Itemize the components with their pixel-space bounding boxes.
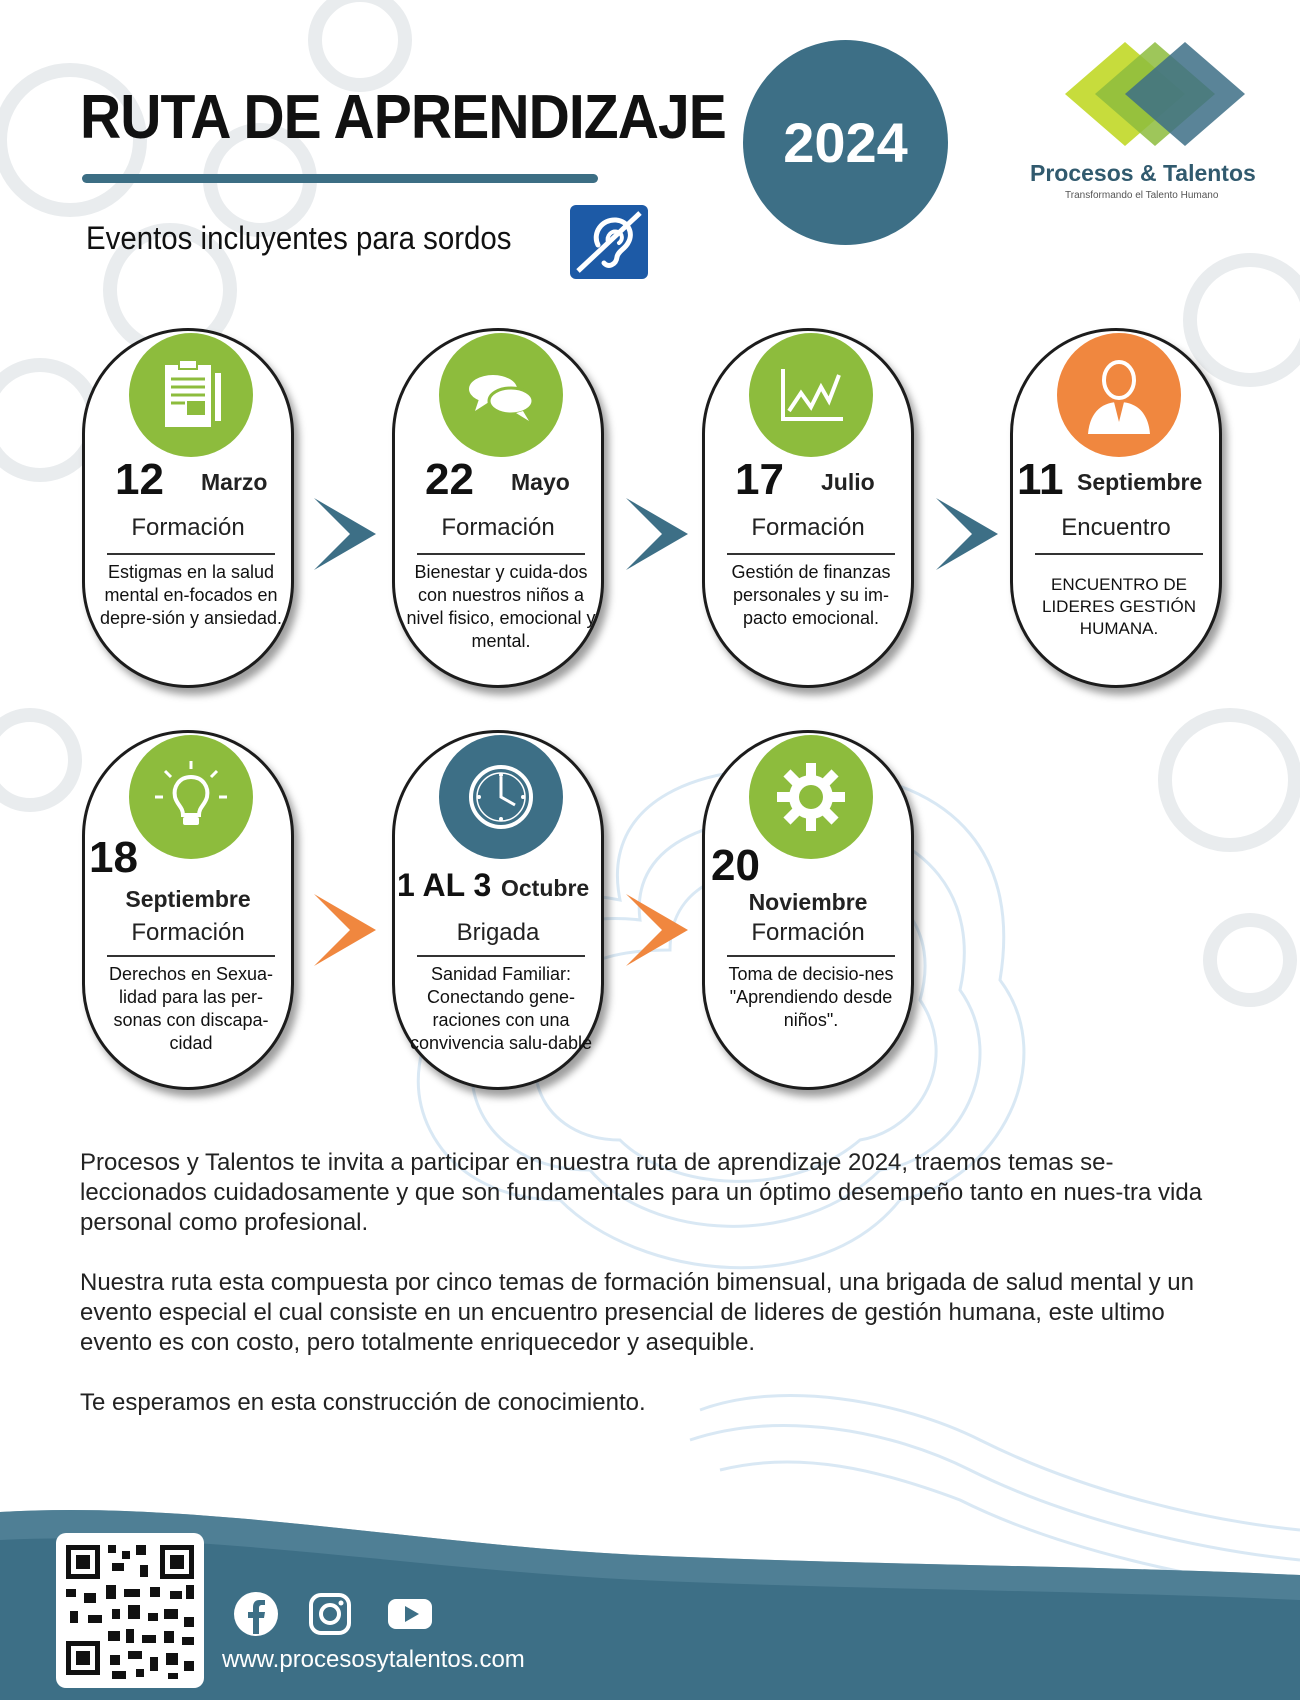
chevron-right-icon xyxy=(310,494,380,574)
event-icon-circle xyxy=(749,735,873,859)
event-month: Septiembre xyxy=(125,886,251,912)
event-card-octubre xyxy=(392,730,604,1090)
website-link[interactable]: www.procesosytalentos.com xyxy=(222,1646,525,1673)
chevron-right-icon xyxy=(310,890,380,970)
divider xyxy=(727,553,895,555)
page-title: RUTA DE APRENDIZAJE xyxy=(80,83,726,152)
event-day: 12 xyxy=(115,455,164,504)
event-day: 17 xyxy=(735,455,784,504)
event-card-julio xyxy=(702,328,914,688)
intro-paragraph: Procesos y Talentos te invita a participar en nuestra ruta de aprendizaje 2024, traemos temas se-leccionados cuidadosamente y que son fundamentales para un óptimo desempeño tanto en nues-tra vida personal como profesional. xyxy=(80,1149,1203,1236)
title-underline xyxy=(82,174,598,183)
event-month: Noviembre xyxy=(748,889,868,915)
chevron-right-icon xyxy=(622,494,692,574)
qr-code[interactable] xyxy=(56,1533,204,1688)
clipboard-icon xyxy=(151,355,231,435)
event-icon-circle xyxy=(129,333,253,457)
event-month: Julio xyxy=(821,469,875,495)
event-day: 1 AL 3 xyxy=(397,867,492,903)
event-card-noviembre xyxy=(702,730,914,1090)
line-chart-icon xyxy=(771,355,851,435)
lightbulb-icon xyxy=(151,757,231,837)
chevron-right-icon xyxy=(932,494,1002,574)
deaf-access-icon xyxy=(570,205,648,279)
page-subtitle: Eventos incluyentes para sordos xyxy=(86,220,512,256)
businessman-icon xyxy=(1074,350,1164,440)
divider xyxy=(107,553,275,555)
event-card-septiembre-formacion xyxy=(82,730,294,1090)
event-day: 20 xyxy=(711,841,760,890)
event-month: Mayo xyxy=(511,469,570,495)
clock-icon xyxy=(461,757,541,837)
event-month: Septiembre xyxy=(1077,469,1203,495)
closing-paragraph: Te esperamos en esta construcción de conocimiento. xyxy=(80,1389,646,1416)
event-day: 18 xyxy=(89,833,138,882)
qr-code-icon xyxy=(56,1533,204,1688)
chat-bubbles-icon xyxy=(461,355,541,435)
year-badge: 2024 xyxy=(743,40,948,245)
divider xyxy=(417,553,585,555)
youtube-icon[interactable] xyxy=(386,1590,434,1638)
event-description: Estigmas en la salud mental en-focados en depre-sión y ansiedad. xyxy=(99,562,283,628)
event-type: Formación xyxy=(131,919,245,946)
event-description: Bienestar y cuida-dos con nuestros niños a nivel fisico, emocional y mental. xyxy=(406,562,596,651)
event-type: Formación xyxy=(131,514,245,541)
event-type: Formación xyxy=(441,514,555,541)
divider xyxy=(727,955,895,957)
event-icon-circle xyxy=(129,735,253,859)
gear-icon xyxy=(771,757,851,837)
event-day: 11 xyxy=(1017,455,1064,504)
route-description-paragraph: Nuestra ruta esta compuesta por cinco temas de formación bimensual, una brigada de salud mental y un evento especial el cual consiste en un encuentro presencial de lideres de gestión humana, este ultimo evento es con costo, pero totalmente enriquecedor y asequible. xyxy=(80,1269,1194,1356)
event-description: ENCUENTRO DE LIDERES GESTIÓN HUMANA. xyxy=(1042,575,1196,638)
event-type: Encuentro xyxy=(1061,514,1171,541)
event-icon-circle xyxy=(439,333,563,457)
event-day: 22 xyxy=(425,455,474,504)
event-icon-circle xyxy=(749,333,873,457)
chevron-right-icon xyxy=(622,890,692,970)
divider xyxy=(107,955,275,957)
event-type: Formación xyxy=(751,919,865,946)
facebook-icon[interactable] xyxy=(232,1590,280,1638)
divider xyxy=(417,955,585,957)
divider xyxy=(1035,553,1203,555)
event-type: Brigada xyxy=(456,919,540,946)
event-type: Formación xyxy=(751,514,865,541)
event-icon-circle xyxy=(439,735,563,859)
event-month: Marzo xyxy=(201,469,268,495)
event-card-marzo xyxy=(82,328,294,688)
event-description: Derechos en Sexua-lidad para las per-sonas con discapa-cidad xyxy=(108,964,274,1053)
instagram-icon[interactable] xyxy=(306,1590,354,1638)
event-description: Gestión de finanzas personales y su im-pacto emocional. xyxy=(731,562,891,628)
company-tagline: Transformando el Talento Humano xyxy=(1065,190,1219,201)
event-description: Sanidad Familiar: Conectando gene-raciones con una convivencia salu-dable xyxy=(409,964,593,1053)
event-month: Octubre xyxy=(501,875,590,901)
event-card-septiembre-encuentro xyxy=(1010,328,1222,688)
event-description: Toma de decisio-nes "Aprendiendo desde niños". xyxy=(728,964,894,1030)
company-name: Procesos & Talentos xyxy=(1030,160,1256,186)
event-card-mayo xyxy=(392,328,604,688)
event-icon-circle xyxy=(1057,333,1181,457)
